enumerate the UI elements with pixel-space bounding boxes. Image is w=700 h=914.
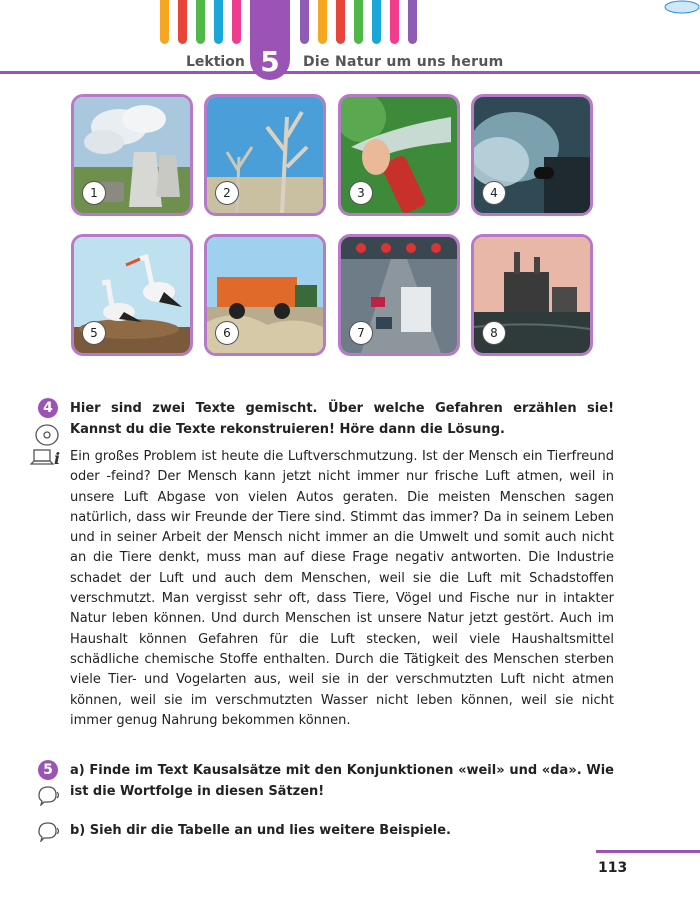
color-tabs (0, 0, 700, 44)
lesson-number-badge: 5 (250, 0, 290, 80)
svg-text:i: i (54, 449, 61, 468)
color-tab (336, 0, 345, 44)
photo-4-exhaust (471, 94, 593, 216)
color-tab (390, 0, 399, 44)
photo-number: 1 (82, 181, 106, 205)
page-number: 113 (598, 860, 628, 876)
photo-number: 2 (215, 181, 239, 205)
exercise-5-number: 5 (38, 760, 58, 780)
color-tab (232, 0, 241, 44)
lektion-label: Lektion (186, 54, 245, 70)
color-tab (300, 0, 309, 44)
color-tab (354, 0, 363, 44)
color-tab (372, 0, 381, 44)
photo-3-spray-can (338, 94, 460, 216)
photo-7-highway (338, 234, 460, 356)
header-divider (0, 71, 700, 74)
photo-number: 5 (82, 321, 106, 345)
laptop-info-icon (30, 447, 64, 475)
speaking-icon (36, 784, 62, 810)
speaking-icon (36, 820, 62, 846)
photo-number: 8 (482, 321, 506, 345)
exercise-5b-task: b) Sieh dir die Tabelle an und lies weitere Beispiele. (70, 823, 451, 838)
color-tab (178, 0, 187, 44)
exercise-4-text: Ein großes Problem ist heute die Luftverschmutzung. Ist der Mensch ein Tierfreund oder -feind? Der Mensch kann jetzt nicht immer nur frische Luft atmen, weil in unsere Luft Abgase von vielen Autos geraten. Die meisten Menschen sagen natürlich, dass wir Freunde der Tiere sind. Stimmt das immer? Da in seinem Leben und in seiner Arbeit der Mensch nicht immer an die Umwelt und somit auch nicht an die Tiere denkt, muss man auf diese Frage negativ antworten. Die Industrie schadet der Luft und auch dem Menschen, weil sie die Luft mit Schadstoffen verschmutzt. Man vergisst sehr oft, dass Tiere, Vögel und Fische nur in intakter Natur leben können. Und durch Menschen ist unsere Natur jetzt gestört. Auch im Haushalt können Gefahren für die Luft stecken, weil viele Haushaltsmittel schädliche chemische Stoffe enthalten. Durch die Tätigkeit des Menschen sterben viele Tier- und Vogelarten aus, weil sie in der verschmutzten Luft nicht atmen können, weil sie im verschmutzten Wasser nicht leben können, weil sie nicht immer genug Nahrung bekommen können. (70, 449, 614, 728)
photo-1-power-plant (71, 94, 193, 216)
color-tab (408, 0, 417, 44)
photo-number: 7 (349, 321, 373, 345)
photo-number: 3 (349, 181, 373, 205)
publisher-logo (664, 0, 700, 14)
photo-2-dead-trees (204, 94, 326, 216)
photo-6-garbage-truck (204, 234, 326, 356)
exercise-4-task: Hier sind zwei Texte gemischt. Über welche Gefahren erzählen sie! Kannst du die Texte rekonstruieren! Höre dann die Lösung. (70, 401, 614, 437)
exercise-4-number: 4 (38, 398, 58, 418)
color-tab (160, 0, 169, 44)
photo-5-storks (71, 234, 193, 356)
photo-number: 6 (215, 321, 239, 345)
color-tab (196, 0, 205, 44)
photo-number: 4 (482, 181, 506, 205)
color-tab (214, 0, 223, 44)
footer-divider (596, 850, 700, 853)
color-tab (318, 0, 327, 44)
exercise-5a-task: a) Finde im Text Kausalsätze mit den Konjunktionen «weil» und «da». Wie ist die Wortfolge in diesen Sätzen! (70, 763, 614, 799)
page-title: Die Natur um uns herum (303, 54, 504, 70)
photo-8-factory (471, 234, 593, 356)
